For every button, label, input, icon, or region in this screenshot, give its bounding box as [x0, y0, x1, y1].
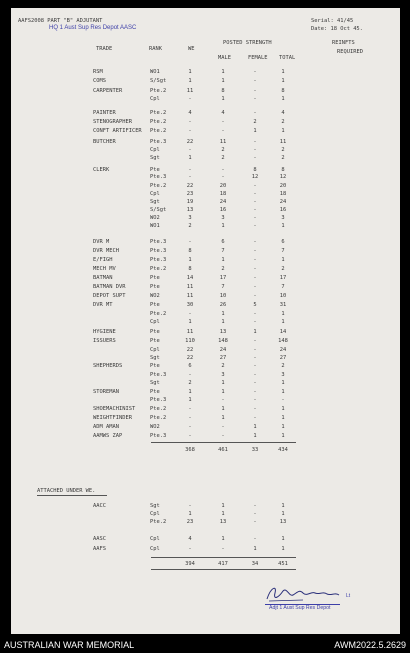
table-row-male: -	[221, 128, 225, 134]
table-row-we: 22	[186, 347, 194, 353]
col-trade: TRADE	[96, 46, 113, 52]
table-row-we: 11	[186, 329, 194, 335]
table-row-we: 110	[185, 338, 195, 344]
table-row-female: -	[253, 380, 257, 386]
attached-row-rank: Cpl	[150, 546, 160, 552]
table-row-rank: Cpl	[150, 191, 160, 197]
table-row-we: 3	[188, 215, 192, 221]
table-row-female: -	[253, 257, 257, 263]
table-row-we: -	[188, 239, 192, 245]
table-row-male: 2	[221, 363, 225, 369]
table-row-female: -	[253, 110, 257, 116]
table-row-we: 1	[188, 257, 192, 263]
table-row-rank: Sgt	[150, 355, 160, 361]
table-row-female: 1	[253, 128, 257, 134]
table-row-rank: Pte.3	[150, 433, 167, 439]
table-row-total: 1	[281, 319, 285, 325]
table-row-male: 3	[221, 372, 225, 378]
attached-row-male: -	[221, 546, 225, 552]
attached-row-female: -	[253, 519, 257, 525]
table-row-female: -	[253, 319, 257, 325]
table-row-we: 1	[188, 155, 192, 161]
footer-accession: AWM2022.5.2629	[334, 640, 406, 650]
table-row-female: -	[253, 389, 257, 395]
table-row-total: 10	[279, 293, 287, 299]
attached-row-we: 4	[188, 536, 192, 542]
table-row-total: 1	[281, 380, 285, 386]
table-row-we: 19	[186, 199, 194, 205]
table-row-total: -	[281, 397, 285, 403]
table-row-trade: MECH MV	[93, 266, 116, 272]
table-row-we: -	[188, 372, 192, 378]
table-row-rank: Pte	[150, 363, 160, 369]
table-row-total: 3	[281, 372, 285, 378]
table-row-rank: Pte.2	[150, 183, 167, 189]
table-row-total: 1	[281, 415, 285, 421]
table-row-rank: Pte.2	[150, 88, 167, 94]
table-row-female: -	[253, 338, 257, 344]
table-row-female: -	[253, 397, 257, 403]
table-row-male: 27	[219, 355, 227, 361]
table-row-male: 10	[219, 293, 227, 299]
table-row-total: 14	[279, 329, 287, 335]
table-row-male: 148	[218, 338, 228, 344]
unit-stamp: HQ 1 Aust Sup Res Depot AASC	[49, 25, 137, 31]
table-row-rank: Pte	[150, 167, 160, 173]
table-row-we: 1	[188, 78, 192, 84]
table-row-male: -	[221, 174, 225, 180]
table-row-rank: Sgt	[150, 380, 160, 386]
table-row-total: 20	[279, 183, 287, 189]
table-row-trade: RSM	[93, 69, 103, 75]
table-row-rank: WO1	[150, 69, 160, 75]
table-row-rank: Sgt	[150, 199, 160, 205]
table-row-total: 1	[281, 78, 285, 84]
table-row-male: 16	[219, 207, 227, 213]
table-row-male: 24	[219, 347, 227, 353]
table-row-we: 22	[186, 139, 194, 145]
table-row-female: 12	[251, 174, 259, 180]
table-row-female: -	[253, 311, 257, 317]
grand-total-male: 417	[218, 561, 228, 567]
table-row-rank: Pte	[150, 275, 160, 281]
table-row-rank: WO2	[150, 293, 160, 299]
table-row-rank: WO2	[150, 424, 160, 430]
attached-row-we: 23	[186, 519, 194, 525]
attached-row-total: 1	[281, 503, 285, 509]
attached-row-female: -	[253, 511, 257, 517]
table-row-total: 31	[279, 302, 287, 308]
table-row-female: -	[253, 355, 257, 361]
table-row-male: -	[221, 433, 225, 439]
attached-row-trade: AAFS	[93, 546, 106, 552]
table-row-female: -	[253, 96, 257, 102]
table-row-female: -	[253, 275, 257, 281]
table-row-we: -	[188, 119, 192, 125]
table-row-rank: Pte.2	[150, 406, 167, 412]
table-row-male: 1	[221, 311, 225, 317]
table-row-we: 11	[186, 284, 194, 290]
table-row-total: 1	[281, 424, 285, 430]
table-row-total: 1	[281, 406, 285, 412]
table-row-we: 2	[188, 380, 192, 386]
document-date: Date: 18 Oct 45.	[311, 26, 363, 32]
table-row-male: 24	[219, 199, 227, 205]
table-row-rank: Pte	[150, 329, 160, 335]
table-row-male: 26	[219, 302, 227, 308]
table-row-total: 1	[281, 96, 285, 102]
attached-row-total: 1	[281, 536, 285, 542]
table-row-male: 1	[221, 69, 225, 75]
totals-rule-top	[151, 442, 296, 443]
table-row-trade: WEIGHTFINDER	[93, 415, 132, 421]
table-row-we: 8	[188, 266, 192, 272]
table-row-rank: Pte.2	[150, 266, 167, 272]
table-row-total: 27	[279, 355, 287, 361]
attached-row-female: -	[253, 503, 257, 509]
table-row-male: -	[221, 397, 225, 403]
attached-row-total: 13	[279, 519, 287, 525]
table-row-total: 1	[281, 69, 285, 75]
table-row-trade: BATMAN	[93, 275, 113, 281]
table-row-rank: Pte.2	[150, 415, 167, 421]
table-row-we: 22	[186, 183, 194, 189]
table-row-we: 30	[186, 302, 194, 308]
table-row-female: -	[253, 347, 257, 353]
table-row-male: 13	[219, 329, 227, 335]
table-row-male: 2	[221, 155, 225, 161]
table-row-trade: DVR M	[93, 239, 110, 245]
table-row-male: 1	[221, 389, 225, 395]
table-row-trade: BATMAN DVR	[93, 284, 126, 290]
table-row-rank: Pte.3	[150, 397, 167, 403]
table-row-total: 1	[281, 223, 285, 229]
table-row-trade: CONFT ARTIFICER	[93, 128, 142, 134]
table-row-trade: E/FIGH	[93, 257, 113, 263]
table-row-male: 1	[221, 96, 225, 102]
document-page	[11, 8, 400, 634]
table-row-we: 11	[186, 293, 194, 299]
table-row-male: 7	[221, 248, 225, 254]
table-row-total: 148	[278, 338, 288, 344]
table-row-male: 3	[221, 215, 225, 221]
table-row-rank: Pte.3	[150, 372, 167, 378]
table-row-trade: ADM AMAN	[93, 424, 119, 430]
table-row-rank: Pte	[150, 284, 160, 290]
signature-line	[265, 604, 340, 605]
attached-row-rank: Pte.2	[150, 519, 167, 525]
table-row-rank: Cpl	[150, 96, 160, 102]
table-row-total: 1	[281, 128, 285, 134]
table-row-rank: Pte.2	[150, 119, 167, 125]
table-row-we: -	[188, 128, 192, 134]
table-row-total: 1	[281, 389, 285, 395]
table-row-trade: HYGIENE	[93, 329, 116, 335]
attached-row-male: 1	[221, 536, 225, 542]
attached-row-we: -	[188, 546, 192, 552]
attached-row-male: 13	[219, 519, 227, 525]
table-row-male: 1	[221, 223, 225, 229]
attached-row-male: 1	[221, 503, 225, 509]
table-row-female: -	[253, 207, 257, 213]
table-row-male: 7	[221, 284, 225, 290]
table-row-rank: Sgt	[150, 155, 160, 161]
table-row-male: 1	[221, 78, 225, 84]
table-row-rank: Pte.3	[150, 139, 167, 145]
table-row-trade: AAMWS ZAP	[93, 433, 123, 439]
table-row-female: -	[253, 293, 257, 299]
table-row-total: 16	[279, 207, 287, 213]
table-row-total: 2	[281, 147, 285, 153]
table-row-rank: WO1	[150, 223, 160, 229]
table-row-female: 2	[253, 119, 257, 125]
table-row-female: -	[253, 183, 257, 189]
signature-stamp: Adjt 1 Aust Sup Res Depot	[269, 605, 331, 611]
table-row-rank: Pte.3	[150, 239, 167, 245]
attached-row-total: 1	[281, 511, 285, 517]
table-row-total: 12	[279, 174, 287, 180]
table-row-we: -	[188, 96, 192, 102]
table-row-male: 18	[219, 191, 227, 197]
table-row-male: -	[221, 119, 225, 125]
col-required: REQUIRED	[337, 49, 363, 55]
table-row-rank: S/Sgt	[150, 207, 167, 213]
table-row-trade: PAINTER	[93, 110, 116, 116]
table-row-we: 13	[186, 207, 194, 213]
table-row-total: 8	[281, 167, 285, 173]
table-row-total: 11	[279, 139, 287, 145]
table-row-rank: Pte.2	[150, 311, 167, 317]
col-reinfts: REINFTS	[332, 40, 355, 46]
table-row-total: 4	[281, 110, 285, 116]
attached-heading-underline	[37, 495, 107, 496]
table-row-total: 2	[281, 266, 285, 272]
table-row-rank: Cpl	[150, 147, 160, 153]
table-row-female: -	[253, 372, 257, 378]
archive-footer	[0, 638, 410, 653]
subtotal-male: 461	[218, 447, 228, 453]
col-we: WE	[188, 46, 195, 52]
col-posted-strength: POSTED STRENGTH	[223, 40, 272, 46]
col-male: MALE	[218, 55, 231, 61]
table-row-we: 11	[186, 88, 194, 94]
table-row-male: 4	[221, 110, 225, 116]
table-row-we: 8	[188, 248, 192, 254]
table-row-we: -	[188, 406, 192, 412]
document-ref: AAFS2008 PART "B" ADJUTANT	[18, 18, 103, 24]
table-row-male: -	[221, 167, 225, 173]
table-row-female: -	[253, 284, 257, 290]
table-row-trade: CLERK	[93, 167, 110, 173]
table-row-female: -	[253, 69, 257, 75]
attached-heading: ATTACHED UNDER WE.	[37, 488, 96, 494]
grand-total-rule-top	[151, 557, 296, 558]
table-row-total: 1	[281, 257, 285, 263]
table-row-trade: DVR MECH	[93, 248, 119, 254]
table-row-trade: DVR MT	[93, 302, 113, 308]
table-row-we: -	[188, 311, 192, 317]
grand-total-rule-bottom	[151, 569, 296, 570]
table-row-female: -	[253, 266, 257, 272]
table-row-female: -	[253, 199, 257, 205]
table-row-female: -	[253, 78, 257, 84]
table-row-male: 2	[221, 147, 225, 153]
table-row-we: 23	[186, 191, 194, 197]
subtotal-female: 33	[251, 447, 259, 453]
table-row-total: 2	[281, 363, 285, 369]
attached-row-female: 1	[253, 546, 257, 552]
table-row-rank: Cpl	[150, 347, 160, 353]
table-row-we: -	[188, 167, 192, 173]
table-row-female: 1	[253, 424, 257, 430]
table-row-total: 2	[281, 119, 285, 125]
attached-row-we: -	[188, 503, 192, 509]
table-row-total: 6	[281, 239, 285, 245]
grand-total-total: 451	[278, 561, 288, 567]
table-row-we: -	[188, 147, 192, 153]
attached-row-trade: AASC	[93, 536, 106, 542]
attached-row-trade: AACC	[93, 503, 106, 509]
table-row-total: 1	[281, 433, 285, 439]
table-row-female: -	[253, 155, 257, 161]
table-row-male: 1	[221, 257, 225, 263]
table-row-we: 2	[188, 223, 192, 229]
table-row-we: -	[188, 433, 192, 439]
signature-suffix: Lt	[346, 593, 351, 599]
table-row-female: -	[253, 215, 257, 221]
attached-row-rank: Sgt	[150, 503, 160, 509]
attached-row-rank: Cpl	[150, 511, 160, 517]
table-row-we: 1	[188, 389, 192, 395]
table-row-trade: ISSUERS	[93, 338, 116, 344]
table-row-trade: STOREMAN	[93, 389, 119, 395]
table-row-we: 4	[188, 110, 192, 116]
table-row-total: 3	[281, 215, 285, 221]
table-row-rank: S/Sgt	[150, 78, 167, 84]
attached-row-rank: Cpl	[150, 536, 160, 542]
table-row-male: 8	[221, 88, 225, 94]
table-row-total: 7	[281, 284, 285, 290]
attached-row-we: 1	[188, 511, 192, 517]
table-row-total: 18	[279, 191, 287, 197]
table-row-trade: BUTCHER	[93, 139, 116, 145]
table-row-female: 5	[253, 302, 257, 308]
table-row-trade: STENOGRAPHER	[93, 119, 132, 125]
table-row-trade: SHEPHERDS	[93, 363, 123, 369]
table-row-male: 17	[219, 275, 227, 281]
table-row-rank: Cpl	[150, 319, 160, 325]
table-row-female: -	[253, 363, 257, 369]
grand-total-we: 394	[185, 561, 195, 567]
table-row-rank: Pte.3	[150, 257, 167, 263]
attached-row-female: -	[253, 536, 257, 542]
table-row-male: -	[221, 424, 225, 430]
table-row-we: 1	[188, 397, 192, 403]
table-row-total: 17	[279, 275, 287, 281]
table-row-total: 8	[281, 88, 285, 94]
table-row-we: -	[188, 174, 192, 180]
grand-total-female: 34	[251, 561, 259, 567]
serial-number: Serial: 41/45	[311, 18, 354, 24]
attached-row-total: 1	[281, 546, 285, 552]
table-row-female: 1	[253, 329, 257, 335]
table-row-female: -	[253, 415, 257, 421]
table-row-we: -	[188, 415, 192, 421]
table-row-male: 1	[221, 415, 225, 421]
footer-source: AUSTRALIAN WAR MEMORIAL	[4, 640, 135, 650]
table-row-rank: Pte.2	[150, 110, 167, 116]
table-row-trade: COMS	[93, 78, 106, 84]
table-row-female: -	[253, 139, 257, 145]
table-row-rank: Pte	[150, 389, 160, 395]
table-row-male: 1	[221, 319, 225, 325]
table-row-male: 1	[221, 406, 225, 412]
table-row-female: -	[253, 147, 257, 153]
table-row-we: 14	[186, 275, 194, 281]
table-row-female: -	[253, 88, 257, 94]
table-row-we: 1	[188, 319, 192, 325]
table-row-rank: Pte.3	[150, 248, 167, 254]
table-row-trade: CARPENTER	[93, 88, 123, 94]
table-row-female: -	[253, 239, 257, 245]
table-row-rank: Pte	[150, 338, 160, 344]
col-total: TOTAL	[279, 55, 296, 61]
table-row-male: 2	[221, 266, 225, 272]
table-row-female: -	[253, 406, 257, 412]
col-rank: RANK	[149, 46, 162, 52]
table-row-we: 6	[188, 363, 192, 369]
table-row-trade: SHOEMACHINIST	[93, 406, 136, 412]
table-row-rank: Pte.3	[150, 174, 167, 180]
table-row-total: 2	[281, 155, 285, 161]
subtotal-total: 434	[278, 447, 288, 453]
col-female: FEMALE	[248, 55, 268, 61]
table-row-female: -	[253, 223, 257, 229]
table-row-trade: DEPOT SUPT	[93, 293, 126, 299]
table-row-rank: Pte.2	[150, 128, 167, 134]
table-row-we: 1	[188, 69, 192, 75]
table-row-male: 11	[219, 139, 227, 145]
table-row-total: 24	[279, 199, 287, 205]
table-row-rank: Pte	[150, 302, 160, 308]
attached-row-male: 1	[221, 511, 225, 517]
table-row-total: 1	[281, 311, 285, 317]
table-row-we: -	[188, 424, 192, 430]
table-row-we: 22	[186, 355, 194, 361]
table-row-male: 6	[221, 239, 225, 245]
table-row-rank: WO2	[150, 215, 160, 221]
table-row-male: 1	[221, 380, 225, 386]
table-row-female: -	[253, 248, 257, 254]
table-row-male: 20	[219, 183, 227, 189]
table-row-female: 1	[253, 433, 257, 439]
table-row-total: 7	[281, 248, 285, 254]
table-row-total: 24	[279, 347, 287, 353]
table-row-female: 8	[253, 167, 257, 173]
subtotal-we: 368	[185, 447, 195, 453]
table-row-female: -	[253, 191, 257, 197]
